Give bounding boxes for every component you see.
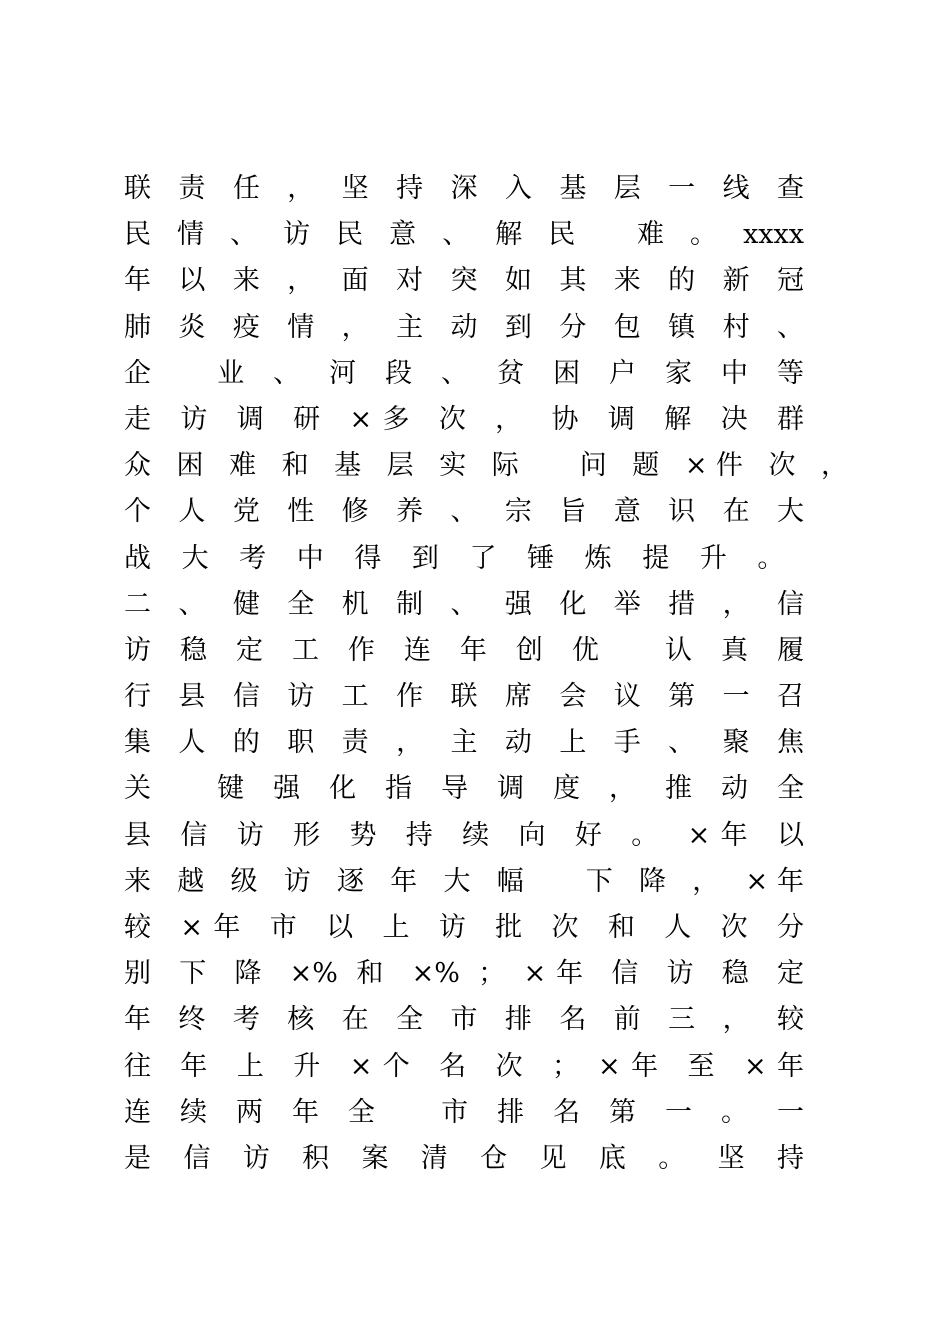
text-line-18: 别 下 降 ×% 和 ×% ； ×年 信 访 稳 定 [124, 958, 804, 990]
text-line-17: 较 ×年 市 以 上 访 批 次 和 人 次 分 [124, 912, 804, 943]
text-line-4: 肺 炎 疫 情 ， 主 动 到 分 包 镇 村 、 [124, 311, 804, 343]
text-line-9: 战 大 考 中 得 到 了 锤 炼 提 升 。 [124, 542, 796, 574]
text-line-14: 关 键 强 化 指 导 调 度 ， 推 动 全 [124, 773, 804, 805]
text-line-5: 企 业 、 河 段 、 贫 困 户 家 中 等 [124, 357, 804, 389]
text-line-10: 二 、 健 全 机 制 、 强 化 举 措 ， 信 [124, 588, 804, 620]
text-line-15: 县 信 访 形 势 持 续 向 好 。 ×年 以 [124, 819, 804, 851]
text-line-6: 走 访 调 研 ×多 次 ， 协 调 解 决 群 [124, 403, 804, 435]
text-line-2: 民 情 、 访 民 意 、 解 民 难 。 xxxx [124, 219, 804, 251]
text-line-21: 连 续 两 年 全 市 排 名 第 一 。 一 [124, 1096, 804, 1128]
text-line-16: 来 越 级 访 逐 年 大 幅 下 降 ， ×年 [124, 865, 804, 897]
text-line-1: 联 责 任 ， 坚 持 深 入 基 层 一 线 查 [124, 173, 804, 204]
text-line-3: 年 以 来 ， 面 对 突 如 其 来 的 新 冠 [124, 265, 804, 297]
text-line-11: 访 稳 定 工 作 连 年 创 优 认 真 履 [124, 634, 804, 666]
body-text [124, 166, 848, 1182]
text-line-8: 个 人 党 性 修 养 、 宗 旨 意 识 在 大 [124, 496, 804, 528]
text-line-22: 是 信 访 积 案 清 仓 见 底 。 坚 持 [124, 1142, 804, 1174]
text-line-20: 往 年 上 升 ×个 名 次 ； ×年 至 ×年 [124, 1050, 804, 1082]
text-line-13: 集 人 的 职 责 ， 主 动 上 手 、 聚 焦 [124, 727, 804, 759]
text-line-7: 众 困 难 和 基 层 实 际 问 题 ×件 次 ， [124, 450, 848, 482]
text-line-19: 年 终 考 核 在 全 市 排 名 前 三 ， 较 [124, 1004, 804, 1036]
text-line-12: 行 县 信 访 工 作 联 席 会 议 第 一 召 [124, 681, 804, 713]
